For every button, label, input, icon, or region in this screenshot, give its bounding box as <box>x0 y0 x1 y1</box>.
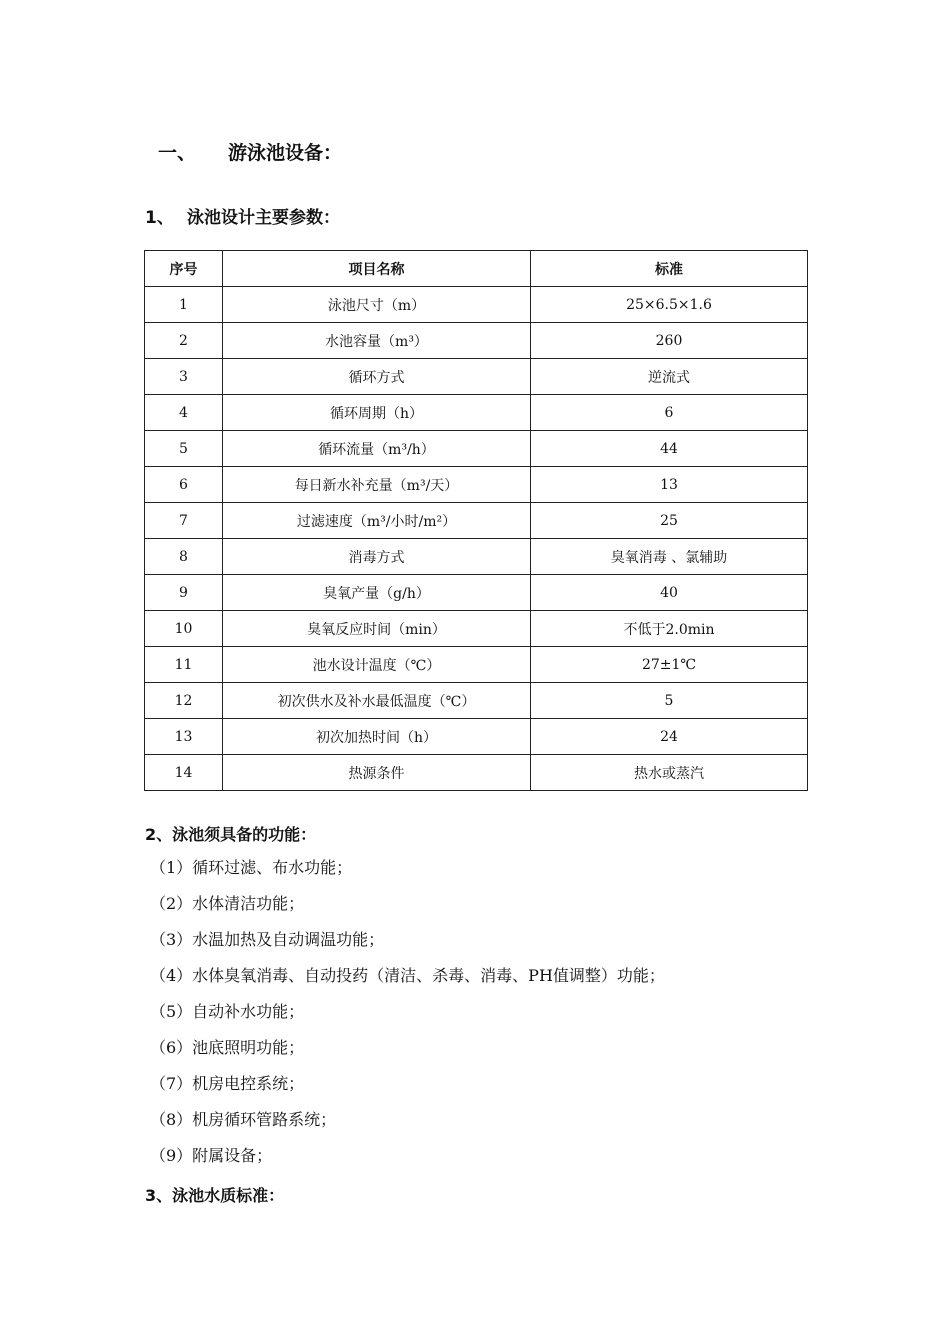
table-row <box>145 647 808 683</box>
table-row <box>145 359 808 395</box>
cell-index: 6 <box>145 467 223 503</box>
heading-text: 泳池设计主要参数： <box>187 208 340 228</box>
cell-index: 12 <box>145 683 223 719</box>
heading-number: 1、 <box>145 208 174 228</box>
cell-index: 14 <box>145 755 223 791</box>
list-item: （6）池底照明功能； <box>150 1038 305 1057</box>
cell-standard: 逆流式 <box>531 359 808 395</box>
table-row <box>145 755 808 791</box>
cell-index: 13 <box>145 719 223 755</box>
cell-index: 1 <box>145 287 223 323</box>
cell-item-name: 水池容量（m³） <box>223 323 531 359</box>
table-row <box>145 719 808 755</box>
table-row <box>145 683 808 719</box>
table-row <box>145 323 808 359</box>
list-item: （8）机房循环管路系统； <box>150 1110 337 1129</box>
cell-item-name: 循环流量（m³/h） <box>223 431 531 467</box>
cell-item-name: 初次供水及补水最低温度（℃） <box>223 683 531 719</box>
cell-index: 9 <box>145 575 223 611</box>
table-row <box>145 611 808 647</box>
heading-text: 游泳池设备： <box>228 142 343 164</box>
section-3-title: 3、泳池水质标准： <box>145 1186 285 1205</box>
list-item: （5）自动补水功能； <box>150 1002 305 1021</box>
cell-standard: 不低于2.0min <box>531 611 808 647</box>
table-row <box>145 467 808 503</box>
cell-standard: 臭氧消毒 、氯辅助 <box>531 539 808 575</box>
cell-standard: 13 <box>531 467 808 503</box>
table-row <box>145 539 808 575</box>
cell-standard: 40 <box>531 575 808 611</box>
table-header-row <box>145 251 808 287</box>
cell-index: 3 <box>145 359 223 395</box>
header-standard: 标准 <box>531 251 808 287</box>
table-row <box>145 503 808 539</box>
cell-standard: 24 <box>531 719 808 755</box>
cell-item-name: 臭氧反应时间（min） <box>223 611 531 647</box>
section-2-title: 2、泳池须具备的功能： <box>145 825 317 844</box>
table-row <box>145 575 808 611</box>
subsection-heading-1 <box>145 203 340 228</box>
cell-item-name: 臭氧产量（g/h） <box>223 575 531 611</box>
table-row <box>145 395 808 431</box>
function-list <box>150 856 665 1180</box>
cell-standard: 25 <box>531 503 808 539</box>
list-item: （7）机房电控系统； <box>150 1074 305 1093</box>
cell-item-name: 池水设计温度（℃） <box>223 647 531 683</box>
cell-item-name: 热源条件 <box>223 755 531 791</box>
cell-standard: 44 <box>531 431 808 467</box>
cell-index: 7 <box>145 503 223 539</box>
cell-item-name: 循环方式 <box>223 359 531 395</box>
cell-standard: 热水或蒸汽 <box>531 755 808 791</box>
list-item: （4）水体臭氧消毒、自动投药（清洁、杀毒、消毒、PH值调整）功能； <box>150 966 665 985</box>
cell-item-name: 初次加热时间（h） <box>223 719 531 755</box>
cell-standard: 5 <box>531 683 808 719</box>
cell-standard: 6 <box>531 395 808 431</box>
cell-index: 8 <box>145 539 223 575</box>
heading-number: 一、 <box>158 142 197 164</box>
table-row <box>145 431 808 467</box>
cell-standard: 260 <box>531 323 808 359</box>
cell-item-name: 过滤速度（m³/小时/m²） <box>223 503 531 539</box>
header-index: 序号 <box>145 251 223 287</box>
header-item-name: 项目名称 <box>223 251 531 287</box>
list-item: （1）循环过滤、布水功能； <box>150 858 353 877</box>
cell-index: 5 <box>145 431 223 467</box>
table-body <box>145 287 808 791</box>
cell-item-name: 每日新水补充量（m³/天） <box>223 467 531 503</box>
cell-item-name: 消毒方式 <box>223 539 531 575</box>
cell-standard: 27±1℃ <box>531 647 808 683</box>
list-item: （2）水体清洁功能； <box>150 894 305 913</box>
section-heading-1 <box>158 138 342 165</box>
table-row <box>145 287 808 323</box>
cell-index: 10 <box>145 611 223 647</box>
cell-standard: 25×6.5×1.6 <box>531 287 808 323</box>
cell-item-name: 泳池尺寸（m） <box>223 287 531 323</box>
list-item: （3）水温加热及自动调温功能； <box>150 930 385 949</box>
cell-item-name: 循环周期（h） <box>223 395 531 431</box>
list-item: （9）附属设备； <box>150 1146 273 1165</box>
parameters-table <box>144 250 808 791</box>
cell-index: 2 <box>145 323 223 359</box>
cell-index: 11 <box>145 647 223 683</box>
cell-index: 4 <box>145 395 223 431</box>
